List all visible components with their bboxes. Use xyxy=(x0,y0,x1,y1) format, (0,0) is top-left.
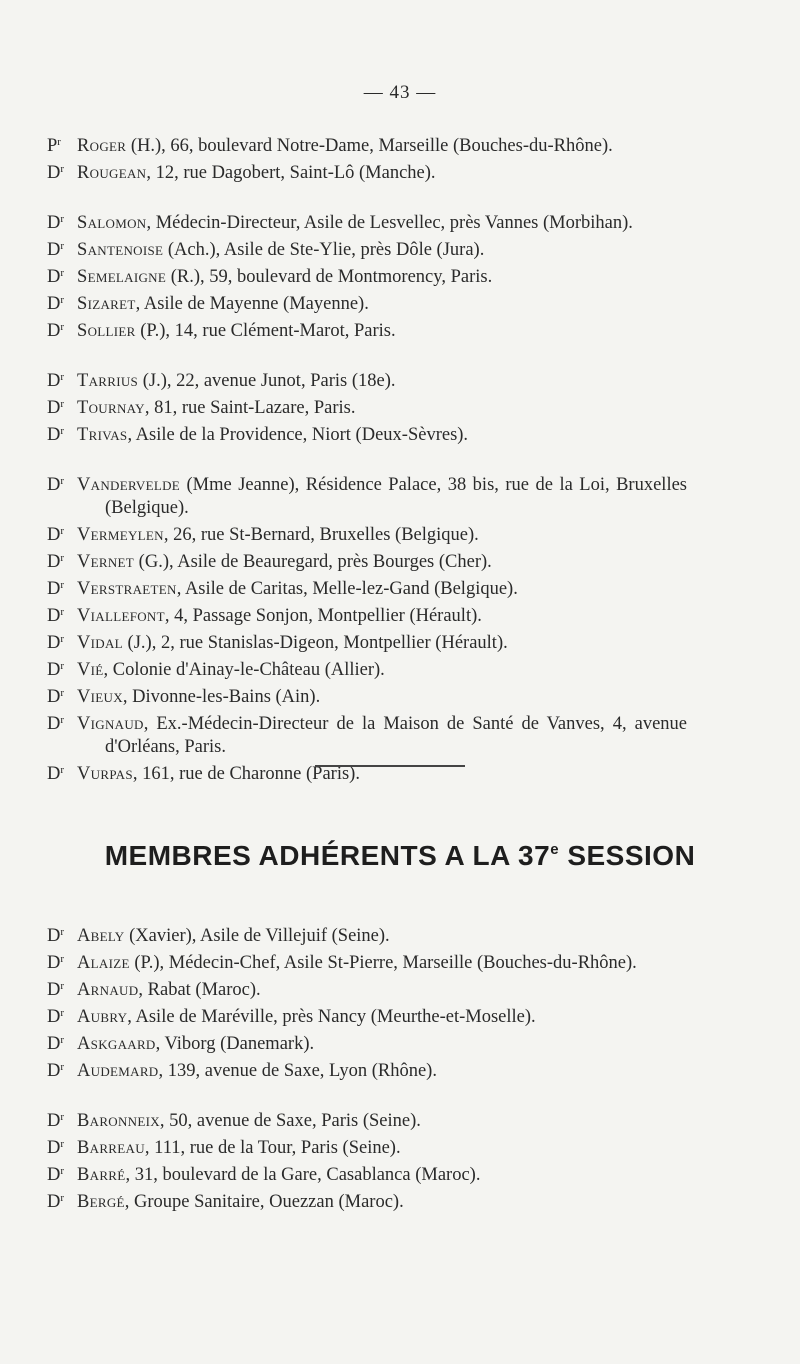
member-entry xyxy=(47,948,687,975)
member-name: Vermeylen xyxy=(77,525,164,545)
member-entry xyxy=(47,759,687,786)
title-prefix: $D^r$ xyxy=(47,475,65,495)
member-name: Sollier xyxy=(77,321,136,341)
member-name: Salomon xyxy=(77,213,147,233)
member-name: Alaize xyxy=(77,953,130,973)
section-title-end: SESSION xyxy=(559,840,696,871)
member-entry xyxy=(47,1002,687,1029)
page-number: — 43 — xyxy=(363,82,437,103)
member-name: Tarrius xyxy=(77,371,139,391)
member-entry xyxy=(47,420,687,447)
member-details: , Viborg (Danemark). xyxy=(155,1034,315,1054)
title-prefix: $D^r$ xyxy=(47,294,65,314)
member-entry xyxy=(47,235,687,262)
member-entry xyxy=(47,393,687,420)
member-entry xyxy=(47,470,687,520)
member-name: Bergé xyxy=(77,1192,125,1212)
member-entry xyxy=(47,208,687,235)
member-name: Barreau xyxy=(77,1138,145,1158)
member-name: Sizaret xyxy=(77,294,136,314)
member-name: Roger xyxy=(77,136,127,156)
member-details: (G.), Asile de Beauregard, près Bourges (Cher). xyxy=(134,552,492,572)
title-prefix: $D^r$ xyxy=(47,1034,65,1054)
title-prefix: $D^r$ xyxy=(47,714,65,734)
member-name: Barré xyxy=(77,1165,126,1185)
title-prefix: $D^r$ xyxy=(47,371,65,391)
member-entry xyxy=(47,1029,687,1056)
member-list-top xyxy=(47,131,687,786)
title-prefix: $D^r$ xyxy=(47,213,65,233)
member-entry xyxy=(47,1187,687,1214)
member-name: Semelaigne xyxy=(77,267,167,287)
title-prefix: $D^r$ xyxy=(47,764,65,784)
member-details: , Asile de Maréville, près Nancy (Meurthe-et-Moselle). xyxy=(127,1007,536,1027)
member-entry xyxy=(47,520,687,547)
member-entry xyxy=(47,628,687,655)
entry-group xyxy=(47,208,687,343)
member-name: Baronneix xyxy=(77,1111,160,1131)
member-name: Vié xyxy=(77,660,104,680)
member-details: , Asile de Caritas, Melle-lez-Gand (Belgique). xyxy=(176,579,518,599)
member-entry xyxy=(47,158,687,185)
member-name: Vernet xyxy=(77,552,135,572)
member-entry xyxy=(47,131,687,158)
member-entry xyxy=(47,262,687,289)
member-entry xyxy=(47,1160,687,1187)
member-entry xyxy=(47,655,687,682)
section-title-sup: e xyxy=(550,841,560,858)
member-details: , Médecin-Directeur, Asile de Lesvellec, près Vannes (Morbihan). xyxy=(146,213,633,233)
member-details: , Asile de la Providence, Niort (Deux-Sèvres). xyxy=(127,425,469,445)
title-prefix: $D^r$ xyxy=(47,953,65,973)
entry-group xyxy=(47,131,687,185)
section-title-text: MEMBRES ADHÉRENTS A LA 37 xyxy=(104,840,551,871)
member-details: (P.), 14, rue Clément-Marot, Paris. xyxy=(135,321,396,341)
member-details: , 50, avenue de Saxe, Paris (Seine). xyxy=(159,1111,421,1131)
title-prefix: $D^r$ xyxy=(47,552,65,572)
member-details: , 81, rue Saint-Lazare, Paris. xyxy=(144,398,356,418)
title-prefix: $D^r$ xyxy=(47,321,65,341)
member-name: Trivas xyxy=(77,425,128,445)
member-entry xyxy=(47,975,687,1002)
member-entry xyxy=(47,574,687,601)
member-details: (Xavier), Asile de Villejuif (Seine). xyxy=(124,926,390,946)
member-name: Aubry xyxy=(77,1007,128,1027)
title-prefix: $D^r$ xyxy=(47,1007,65,1027)
title-prefix: $D^r$ xyxy=(47,660,65,680)
member-details: (H.), 66, boulevard Notre-Dame, Marseille (Bouches-du-Rhône). xyxy=(126,136,613,156)
member-entry xyxy=(47,316,687,343)
title-prefix: $P^r$ xyxy=(47,136,61,156)
title-prefix: $D^r$ xyxy=(47,633,65,653)
member-details: , 4, Passage Sonjon, Montpellier (Hérault). xyxy=(164,606,482,626)
member-name: Audemard xyxy=(77,1061,159,1081)
member-name: Vieux xyxy=(77,687,123,707)
member-name: Abely xyxy=(77,926,125,946)
title-prefix: $D^r$ xyxy=(47,579,65,599)
title-prefix: $D^r$ xyxy=(47,1165,65,1185)
title-prefix: $D^r$ xyxy=(47,980,65,1000)
member-name: Santenoise xyxy=(77,240,164,260)
member-details: (Mme Jeanne), Résidence Palace, 38 bis, rue de la Loi, Bruxelles (Belgique). xyxy=(105,475,687,518)
section-title xyxy=(0,840,800,872)
member-details: , 139, avenue de Saxe, Lyon (Rhône). xyxy=(158,1061,437,1081)
entry-group xyxy=(47,1106,687,1214)
member-details: (R.), 59, boulevard de Montmorency, Paris. xyxy=(166,267,493,287)
member-name: Tournay xyxy=(77,398,145,418)
member-name: Viallefont xyxy=(77,606,165,626)
member-name: Askgaard xyxy=(77,1034,156,1054)
title-prefix: $D^r$ xyxy=(47,525,65,545)
member-name: Vignaud xyxy=(77,714,144,734)
title-prefix: $D^r$ xyxy=(47,926,65,946)
member-entry xyxy=(47,1056,687,1083)
member-details: , 31, boulevard de la Gare, Casablanca (Maroc). xyxy=(125,1165,481,1185)
title-prefix: $D^r$ xyxy=(47,687,65,707)
member-name: Vandervelde xyxy=(77,475,180,495)
member-entry xyxy=(47,366,687,393)
member-entry xyxy=(47,601,687,628)
member-details: , Rabat (Maroc). xyxy=(138,980,261,1000)
member-entry xyxy=(47,1133,687,1160)
member-details: , Divonne-les-Bains (Ain). xyxy=(122,687,321,707)
entry-group xyxy=(47,366,687,447)
member-entry xyxy=(47,921,687,948)
member-details: , 26, rue St-Bernard, Bruxelles (Belgique). xyxy=(163,525,479,545)
entry-group xyxy=(47,921,687,1083)
member-name: Rougean xyxy=(77,163,147,183)
title-prefix: $D^r$ xyxy=(47,1111,65,1131)
title-prefix: $D^r$ xyxy=(47,425,65,445)
member-name: Vurpas xyxy=(77,764,133,784)
member-details: , 12, rue Dagobert, Saint-Lô (Manche). xyxy=(146,163,436,183)
member-list-bottom xyxy=(47,921,687,1214)
section-divider xyxy=(315,765,465,767)
title-prefix: $D^r$ xyxy=(47,163,65,183)
member-entry xyxy=(47,1106,687,1133)
title-prefix: $D^r$ xyxy=(47,1138,65,1158)
member-details: (Ach.), Asile de Ste-Ylie, près Dôle (Jura). xyxy=(163,240,485,260)
member-name: Verstraeten xyxy=(77,579,177,599)
member-details: , Ex.-Médecin-Directeur de la Maison de Santé de Vanves, 4, avenue d'Orléans, Paris. xyxy=(105,714,687,757)
member-entry xyxy=(47,289,687,316)
member-details: (J.), 2, rue Stanislas-Digeon, Montpellier (Hérault). xyxy=(122,633,508,653)
title-prefix: $D^r$ xyxy=(47,267,65,287)
title-prefix: $D^r$ xyxy=(47,240,65,260)
member-details: , Asile de Mayenne (Mayenne). xyxy=(135,294,369,314)
member-entry xyxy=(47,709,687,759)
member-details: , 161, rue de Charonne (Paris). xyxy=(132,764,360,784)
member-name: Arnaud xyxy=(77,980,139,1000)
entry-group xyxy=(47,470,687,786)
member-name: Vidal xyxy=(77,633,123,653)
member-details: , Colonie d'Ainay-le-Château (Allier). xyxy=(103,660,385,680)
title-prefix: $D^r$ xyxy=(47,1061,65,1081)
title-prefix: $D^r$ xyxy=(47,398,65,418)
title-prefix: $D^r$ xyxy=(47,1192,65,1212)
member-entry xyxy=(47,547,687,574)
member-details: , 111, rue de la Tour, Paris (Seine). xyxy=(144,1138,401,1158)
member-entry xyxy=(47,682,687,709)
member-details: (P.), Médecin-Chef, Asile St-Pierre, Marseille (Bouches-du-Rhône). xyxy=(129,953,637,973)
member-details: (J.), 22, avenue Junot, Paris (18e). xyxy=(138,371,396,391)
title-prefix: $D^r$ xyxy=(47,606,65,626)
member-details: , Groupe Sanitaire, Ouezzan (Maroc). xyxy=(124,1192,404,1212)
